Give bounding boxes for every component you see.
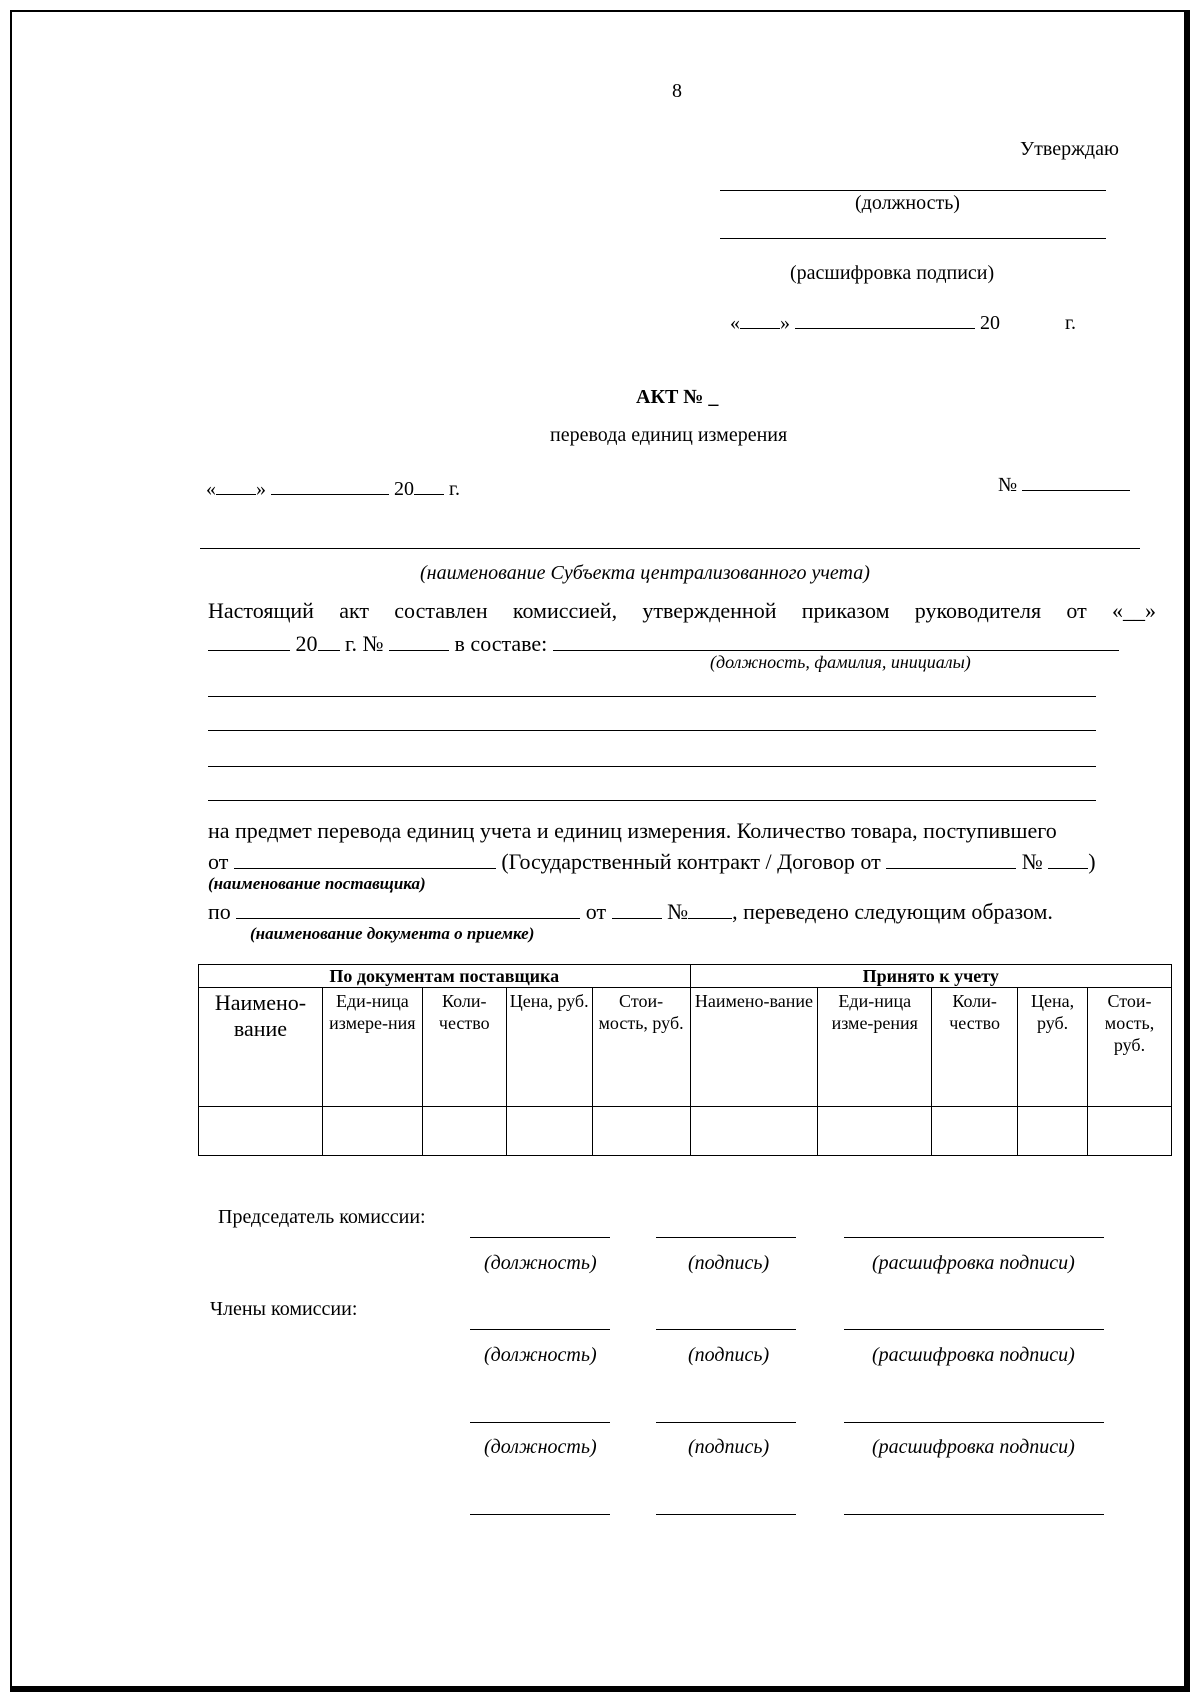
body-line-4: от (Государственный контракт / Договор от № ) bbox=[208, 846, 1096, 875]
subject-line[interactable] bbox=[200, 548, 1140, 549]
member1-position-line[interactable] bbox=[470, 1329, 610, 1330]
table-cell[interactable] bbox=[818, 1107, 932, 1156]
body-line-2: 20 г. № в составе: bbox=[208, 628, 1119, 657]
document-number-field[interactable] bbox=[688, 896, 732, 919]
col-right-price: Цена, руб. bbox=[1018, 988, 1088, 1107]
act-year-field[interactable] bbox=[414, 474, 444, 495]
chairman-position-caption: (должность) bbox=[484, 1252, 597, 1274]
member3-position-line[interactable] bbox=[470, 1514, 610, 1515]
table-row bbox=[199, 1107, 1172, 1156]
member2-decode-line[interactable] bbox=[844, 1422, 1104, 1423]
chairman-sign-caption: (подпись) bbox=[688, 1252, 770, 1274]
conversion-table bbox=[198, 964, 1172, 1156]
position-line[interactable] bbox=[720, 190, 1106, 191]
group-supplier-docs: По документам поставщика bbox=[199, 965, 691, 988]
member3-decode-line[interactable] bbox=[844, 1514, 1104, 1515]
col-left-price: Цена, руб. bbox=[506, 988, 592, 1107]
approval-date: « » 20 г. bbox=[730, 308, 1076, 335]
signature-caption: (расшифровка подписи) bbox=[790, 262, 995, 284]
chairman-sign-line[interactable] bbox=[656, 1237, 796, 1238]
act-number: № bbox=[998, 470, 1130, 497]
member2-position-line[interactable] bbox=[470, 1422, 610, 1423]
order-year-field[interactable] bbox=[318, 628, 340, 651]
member2-decode-caption: (расшифровка подписи) bbox=[872, 1436, 1075, 1458]
members-caption: (должность, фамилия, инициалы) bbox=[710, 652, 971, 672]
table-cell[interactable] bbox=[690, 1107, 818, 1156]
order-date-field[interactable] bbox=[208, 628, 290, 651]
act-date: « » 20 г. bbox=[206, 474, 460, 501]
members-line-1[interactable] bbox=[208, 696, 1096, 697]
col-right-cost: Стои-мость, руб. bbox=[1088, 988, 1172, 1107]
table-cell[interactable] bbox=[506, 1107, 592, 1156]
members-field[interactable] bbox=[553, 628, 1119, 651]
page-number: 8 bbox=[672, 80, 682, 102]
document-field[interactable] bbox=[236, 896, 580, 919]
member1-sign-caption: (подпись) bbox=[688, 1344, 770, 1366]
act-number-field[interactable] bbox=[1022, 470, 1130, 491]
members-label: Члены комиссии: bbox=[210, 1298, 358, 1320]
chairman-position-line[interactable] bbox=[470, 1237, 610, 1238]
table-cell[interactable] bbox=[592, 1107, 690, 1156]
position-caption: (должность) bbox=[855, 192, 960, 214]
member2-sign-caption: (подпись) bbox=[688, 1436, 770, 1458]
col-right-qty: Коли-чество bbox=[932, 988, 1018, 1107]
document-date-field[interactable] bbox=[612, 896, 662, 919]
act-subtitle: перевода единиц измерения bbox=[550, 424, 788, 446]
act-title: АКТ № _ bbox=[636, 386, 719, 408]
member1-position-caption: (должность) bbox=[484, 1344, 597, 1366]
members-line-3[interactable] bbox=[208, 766, 1096, 767]
table-cell[interactable] bbox=[932, 1107, 1018, 1156]
col-left-unit: Еди-ница измере-ния bbox=[322, 988, 422, 1107]
chairman-decode-caption: (расшифровка подписи) bbox=[872, 1252, 1075, 1274]
approval-day-field[interactable] bbox=[740, 308, 780, 329]
approve-label: Утверждаю bbox=[1020, 138, 1119, 160]
member2-position-caption: (должность) bbox=[484, 1436, 597, 1458]
group-accepted: Принято к учету bbox=[690, 965, 1172, 988]
member2-sign-line[interactable] bbox=[656, 1422, 796, 1423]
table-group-row bbox=[199, 965, 1172, 988]
approval-month-field[interactable] bbox=[795, 308, 975, 329]
subject-caption: (наименование Субъекта централизованного учета) bbox=[420, 562, 870, 584]
order-number-field[interactable] bbox=[389, 628, 449, 651]
table-cell[interactable] bbox=[1018, 1107, 1088, 1156]
chairman-label: Председатель комиссии: bbox=[218, 1206, 426, 1228]
signature-line[interactable] bbox=[720, 238, 1106, 239]
body-line-5: по от № , переведено следующим образом. bbox=[208, 896, 1053, 925]
table-cell[interactable] bbox=[1088, 1107, 1172, 1156]
col-left-name: Наимено-вание bbox=[199, 988, 323, 1107]
document-caption: (наименование документа о приемке) bbox=[250, 924, 535, 943]
supplier-field[interactable] bbox=[234, 846, 496, 869]
member3-sign-line[interactable] bbox=[656, 1514, 796, 1515]
supplier-caption: (наименование поставщика) bbox=[208, 874, 426, 893]
body-line-1: Настоящий акт составлен комиссией, утвержденной приказом руководителя от «__» bbox=[208, 598, 1156, 623]
col-left-cost: Стои-мость, руб. bbox=[592, 988, 690, 1107]
act-month-field[interactable] bbox=[271, 474, 389, 495]
member1-decode-caption: (расшифровка подписи) bbox=[872, 1344, 1075, 1366]
members-line-4[interactable] bbox=[208, 800, 1096, 801]
members-line-2[interactable] bbox=[208, 730, 1096, 731]
col-left-qty: Коли-чество bbox=[422, 988, 506, 1107]
act-day-field[interactable] bbox=[216, 474, 256, 495]
contract-date-field[interactable] bbox=[886, 846, 1016, 869]
table-cell[interactable] bbox=[199, 1107, 323, 1156]
table-header-row bbox=[199, 988, 1172, 1107]
col-right-name: Наимено-вание bbox=[690, 988, 818, 1107]
member1-decode-line[interactable] bbox=[844, 1329, 1104, 1330]
member1-sign-line[interactable] bbox=[656, 1329, 796, 1330]
body-line-3: на предмет перевода единиц учета и единиц измерения. Количество товара, поступившего bbox=[208, 818, 1057, 843]
contract-number-field[interactable] bbox=[1048, 846, 1088, 869]
table-cell[interactable] bbox=[322, 1107, 422, 1156]
table-cell[interactable] bbox=[422, 1107, 506, 1156]
col-right-unit: Еди-ница изме-рения bbox=[818, 988, 932, 1107]
chairman-decode-line[interactable] bbox=[844, 1237, 1104, 1238]
